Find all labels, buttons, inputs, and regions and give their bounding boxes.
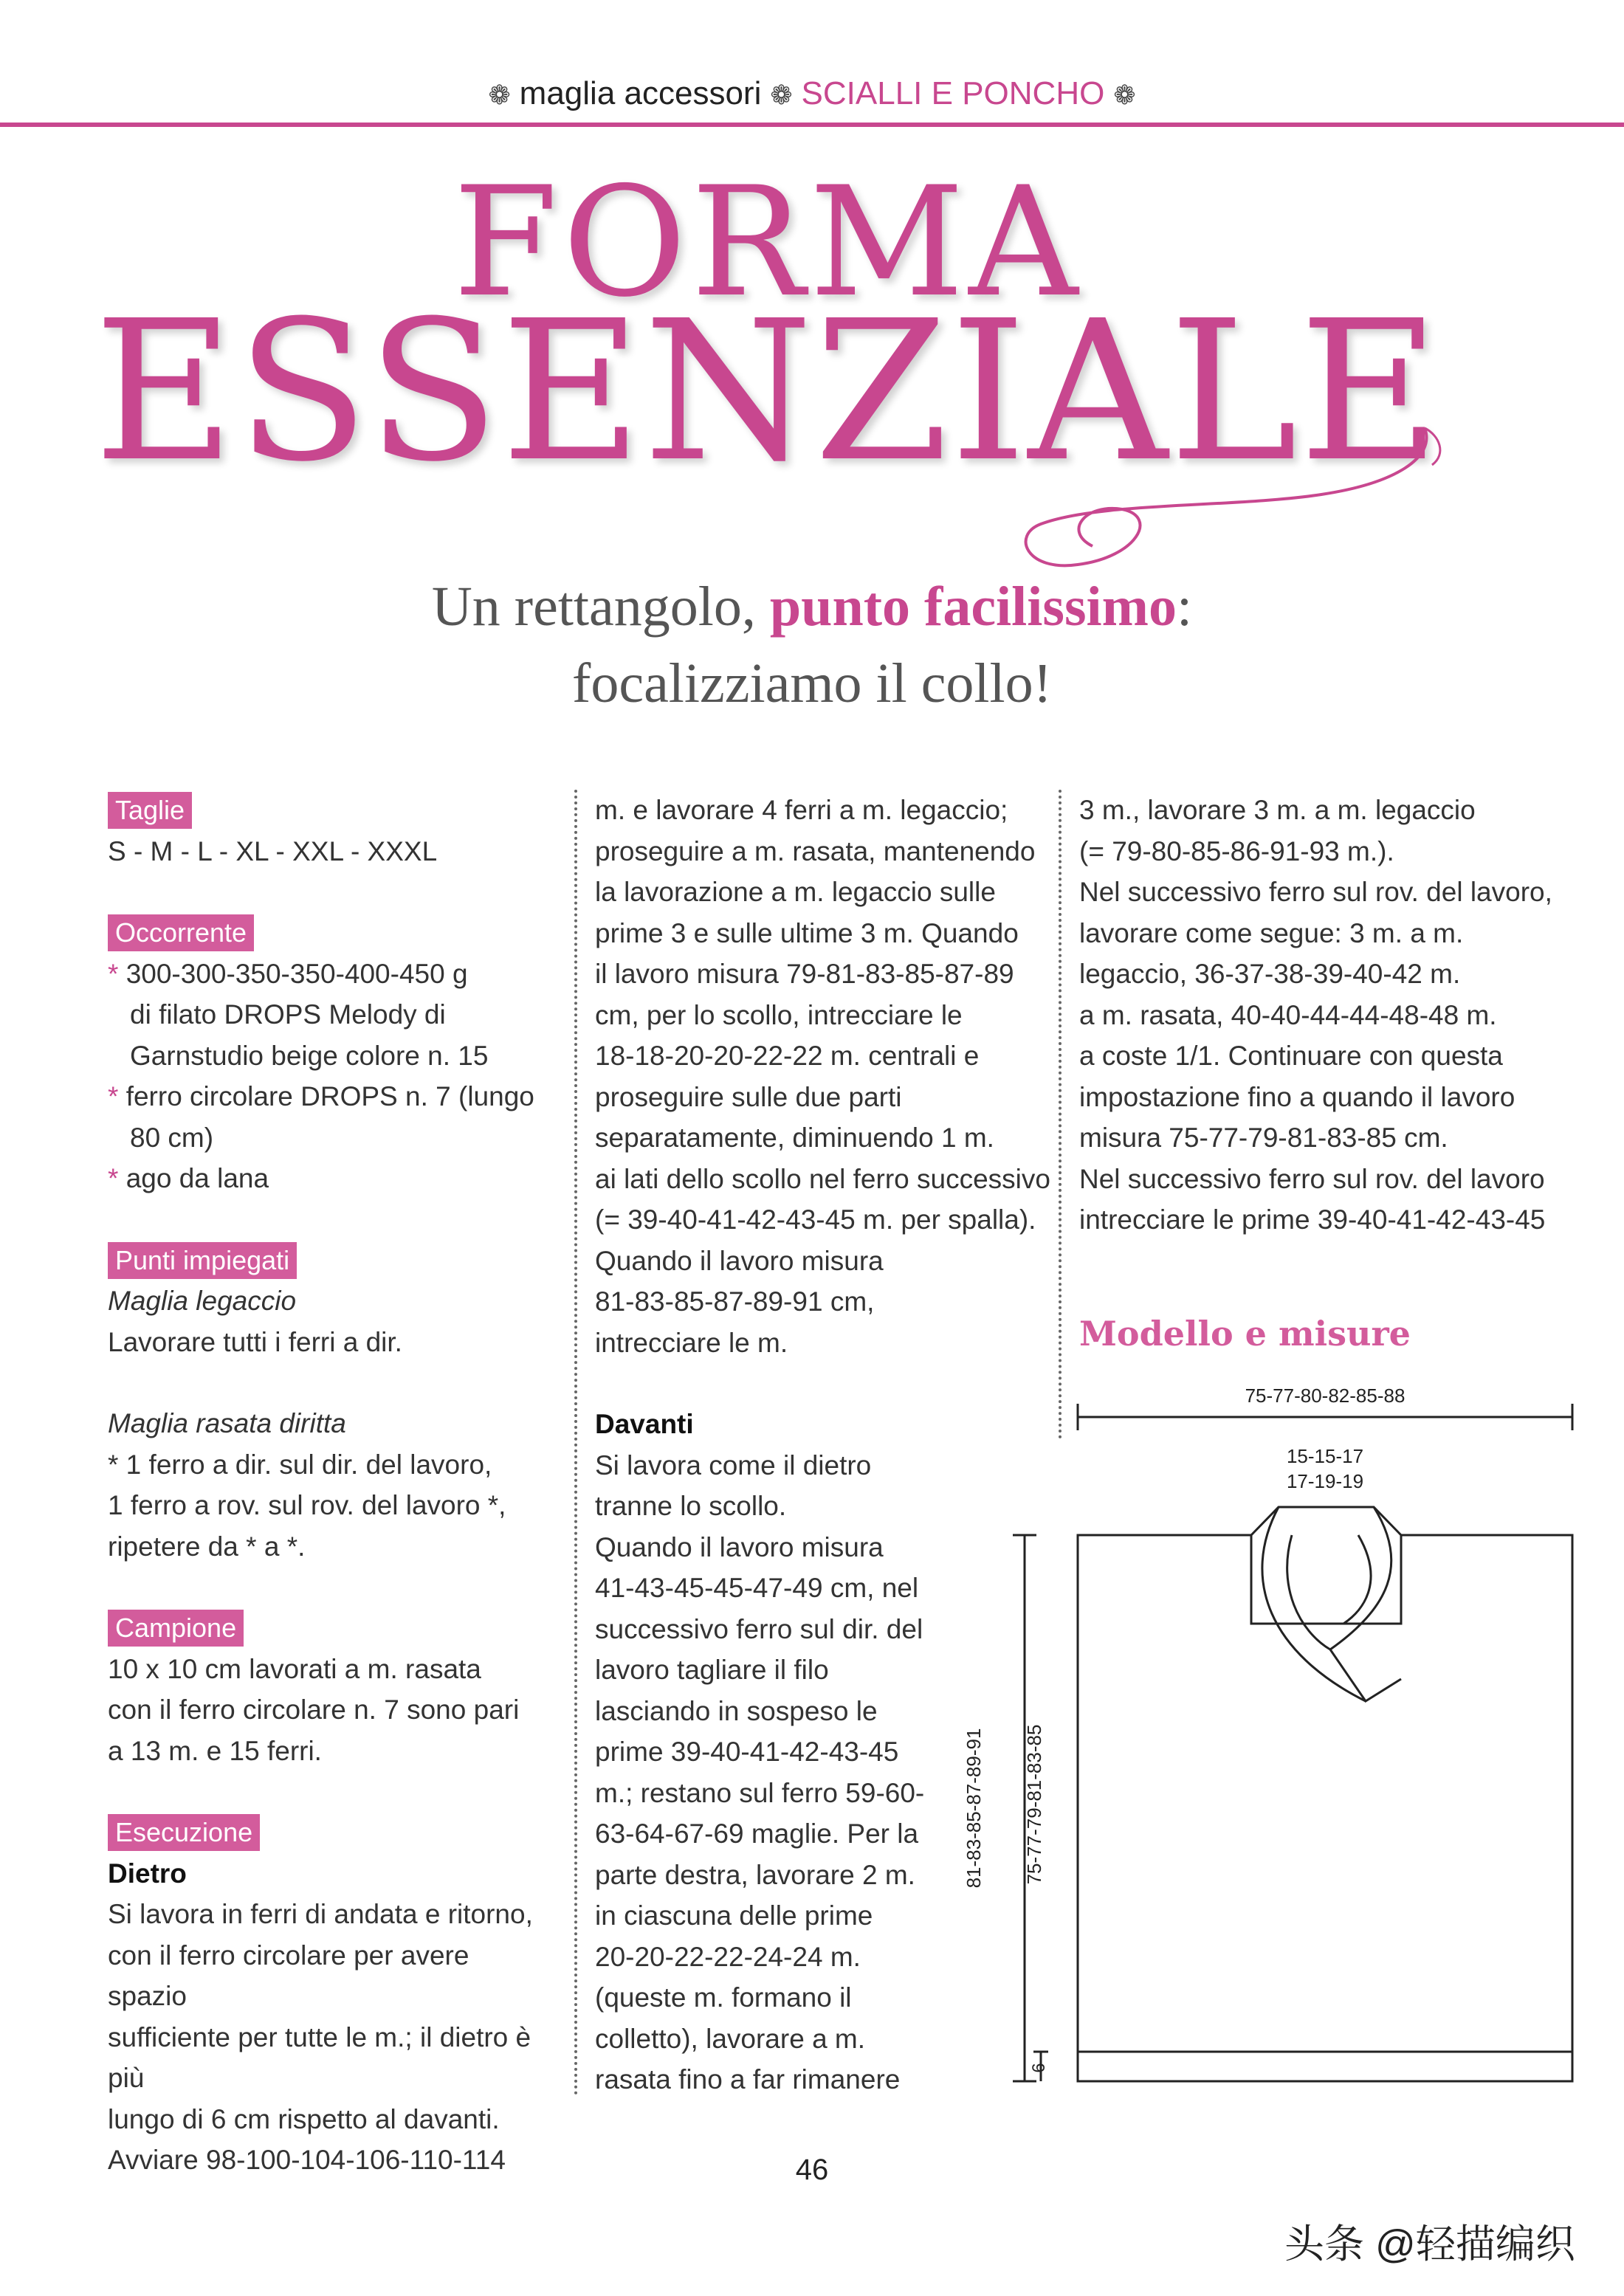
- text-line: intrecciare le m.: [595, 1327, 788, 1358]
- taglie-value: S - M - L - XL - XXL - XXXL: [108, 835, 438, 866]
- text-line: separatamente, diminuendo 1 m.: [595, 1123, 994, 1153]
- body-outline: [1078, 1535, 1572, 2081]
- rasata-line: ripetere da * a *.: [108, 1531, 306, 1562]
- text-line: Nel successivo ferro sul rov. del lavoro: [1079, 1163, 1545, 1194]
- text-line: colletto), lavorare a m.: [595, 2023, 866, 2054]
- watermark: 头条 @轻描编织: [1284, 2222, 1575, 2266]
- column-divider: [1059, 790, 1062, 1439]
- text-line: m. e lavorare 4 ferri a m. legaccio;: [595, 795, 1008, 825]
- text-line: prime 3 e sulle ultime 3 m. Quando: [595, 917, 1019, 948]
- header-rule: [0, 123, 1624, 127]
- asterisk-bullet: *: [108, 958, 126, 989]
- dietro-line: Avviare 98-100-104-106-110-114: [108, 2145, 506, 2175]
- campione-line: a 13 m. e 15 ferri.: [108, 1735, 322, 1766]
- dietro-line: lungo di 6 cm rispetto al davanti.: [108, 2103, 500, 2134]
- text-line: Quando il lavoro misura: [595, 1245, 884, 1276]
- text-line: (queste m. formano il: [595, 1982, 852, 2013]
- header-category: SCIALLI E PONCHO: [801, 75, 1105, 111]
- text-line: in ciascuna delle prime: [595, 1900, 873, 1931]
- occorrente-item-cont: 80 cm): [130, 1122, 214, 1153]
- text-line: 41-43-45-45-47-49 cm, nel: [595, 1573, 919, 1603]
- rasata-line: 1 ferro a rov. sul rov. del lavoro *,: [108, 1490, 506, 1520]
- header-text: [0, 75, 1624, 112]
- text-line: 81-83-85-87-89-91 cm,: [595, 1286, 875, 1317]
- campione-line: con il ferro circolare n. 7 sono pari: [108, 1695, 520, 1725]
- text-line: (= 79-80-85-86-91-93 m.).: [1079, 835, 1394, 866]
- outer-height-label: 81-83-85-87-89-91: [963, 1728, 985, 1889]
- page-header: [0, 71, 1624, 127]
- text-line: intrecciare le prime 39-40-41-42-43-45: [1079, 1204, 1546, 1235]
- asterisk-bullet: *: [108, 1081, 126, 1111]
- text-line: lavoro tagliare il filo: [595, 1655, 829, 1685]
- subtitle: [0, 568, 1624, 722]
- occorrente-item: * ago da lana: [108, 1163, 269, 1193]
- label-punti: Punti impiegati: [108, 1242, 297, 1279]
- text-line: 63-64-67-69 maglie. Per la: [595, 1818, 919, 1849]
- text-line: a coste 1/1. Continuare con questa: [1079, 1041, 1503, 1071]
- dietro-title: Dietro: [108, 1858, 187, 1889]
- text-line: tranne lo scollo.: [595, 1491, 787, 1521]
- model-title: Modello e misure: [1079, 1314, 1411, 1354]
- subtitle-highlight: punto facilissimo: [769, 576, 1177, 638]
- text-line: ai lati dello scollo nel ferro successivo: [595, 1163, 1050, 1194]
- occorrente-item-cont: di filato DROPS Melody di: [130, 999, 446, 1030]
- text-line: 18-18-20-20-22-22 m. centrali e: [595, 1041, 980, 1071]
- text-line: Si lavora come il dietro: [595, 1449, 872, 1480]
- inner-height-label: 75-77-79-81-83-85: [1023, 1724, 1045, 1885]
- title-line2: ESSENZIALE: [93, 279, 1442, 504]
- column-1: [108, 790, 551, 2181]
- text-line: lasciando in sospeso le: [595, 1695, 878, 1726]
- label-esecuzione: Esecuzione: [108, 1814, 260, 1851]
- asterisk-bullet: *: [108, 1163, 126, 1193]
- flower-icon: ❁: [770, 80, 793, 111]
- text-line: parte destra, lavorare 2 m.: [595, 1859, 915, 1890]
- header-section: maglia accessori: [519, 75, 762, 111]
- subtitle-line2: focalizziamo il collo!: [572, 652, 1052, 714]
- page-number: 46: [795, 2154, 829, 2186]
- text-line: legaccio, 36-37-38-39-40-42 m.: [1079, 959, 1461, 989]
- column-3: [1079, 790, 1566, 1241]
- collar-label-1: 15-15-17: [1286, 1445, 1364, 1467]
- garment-diagram: [952, 1387, 1602, 2096]
- title-line1: FORMA: [453, 155, 1083, 331]
- collar-label-2: 17-19-19: [1286, 1470, 1364, 1492]
- text-line: proseguire sulle due parti: [595, 1081, 902, 1112]
- text-line: lavorare come segue: 3 m. a m.: [1079, 917, 1464, 948]
- text-line: impostazione fino a quando il lavoro: [1079, 1081, 1515, 1112]
- occorrente-item: * ferro circolare DROPS n. 7 (lungo: [108, 1081, 534, 1111]
- collar-fold-left: [1262, 1507, 1366, 1701]
- flower-icon: ❁: [488, 80, 511, 111]
- campione-line: 10 x 10 cm lavorati a m. rasata: [108, 1653, 481, 1684]
- text-line: Quando il lavoro misura: [595, 1531, 884, 1562]
- text-line: proseguire a m. rasata, mantenendo: [595, 835, 1036, 866]
- label-taglie: Taglie: [108, 792, 192, 829]
- legaccio-title: Maglia legaccio: [108, 1286, 297, 1316]
- legaccio-text: Lavorare tutti i ferri a dir.: [108, 1326, 402, 1357]
- label-campione: Campione: [108, 1610, 244, 1647]
- rasata-line: * 1 ferro a dir. sul dir. del lavoro,: [108, 1449, 492, 1480]
- dietro-line: con il ferro circolare per avere spazio: [108, 1940, 469, 2011]
- subtitle-part2: :: [1176, 576, 1193, 638]
- text-line: m.; restano sul ferro 59-60-: [595, 1777, 925, 1808]
- davanti-title: Davanti: [595, 1409, 694, 1439]
- text-line: rasata fino a far rimanere: [595, 2064, 901, 2095]
- rasata-title: Maglia rasata diritta: [108, 1408, 346, 1438]
- text-line: la lavorazione a m. legaccio sulle: [595, 877, 996, 907]
- occorrente-item: * 300-300-350-350-400-450 g: [108, 958, 468, 989]
- text-line: successivo ferro sul dir. del: [595, 1613, 923, 1644]
- subtitle-part1: Un rettangolo,: [431, 576, 770, 638]
- collar-tip: [1330, 1649, 1401, 1701]
- column-divider: [574, 790, 577, 2096]
- dietro-line: Si lavora in ferri di andata e ritorno,: [108, 1899, 533, 1929]
- occorrente-item-cont: Garnstudio beige colore n. 15: [130, 1040, 489, 1071]
- text-line: 20-20-22-22-24-24 m.: [595, 1941, 861, 1972]
- text-line: il lavoro misura 79-81-83-85-87-89: [595, 959, 1014, 989]
- dietro-line: sufficiente per tutte le m.; il dietro è più: [108, 2021, 531, 2093]
- text-line: misura 75-77-79-81-83-85 cm.: [1079, 1123, 1448, 1153]
- text-line: (= 39-40-41-42-43-45 m. per spalla).: [595, 1204, 1036, 1235]
- text-line: cm, per lo scollo, intrecciare le: [595, 999, 963, 1030]
- text-line: Nel successivo ferro sul rov. del lavoro,: [1079, 877, 1552, 907]
- collar-fold-right: [1330, 1507, 1391, 1649]
- text-line: 3 m., lavorare 3 m. a m. legaccio: [1079, 795, 1476, 825]
- text-line: a m. rasata, 40-40-44-44-48-48 m.: [1079, 999, 1497, 1030]
- text-line: prime 39-40-41-42-43-45: [595, 1737, 899, 1767]
- flower-icon: ❁: [1113, 80, 1136, 111]
- hem-label: 6: [1029, 2063, 1049, 2073]
- label-occorrente: Occorrente: [108, 914, 254, 951]
- width-label: 75-77-80-82-85-88: [1245, 1387, 1405, 1407]
- flourish-ornament: [1011, 413, 1454, 583]
- collar-top: [1251, 1507, 1401, 1535]
